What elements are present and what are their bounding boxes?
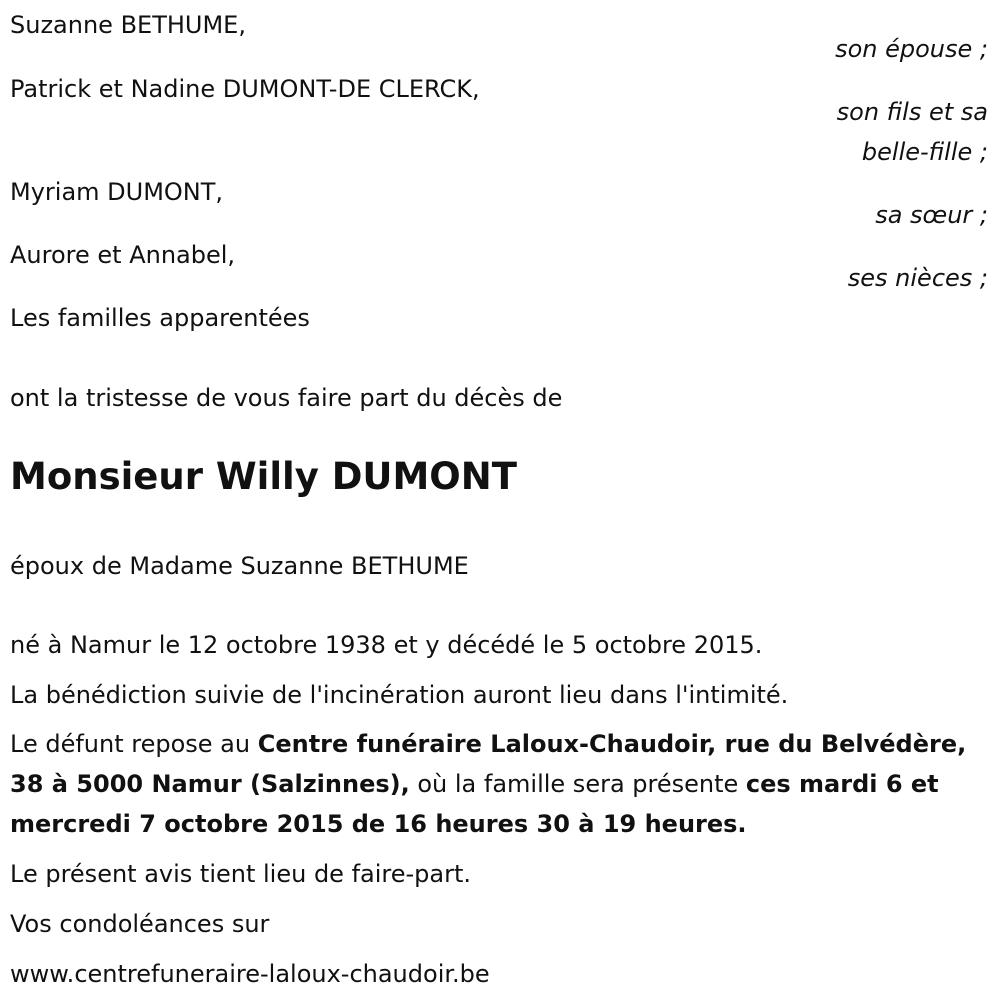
relation-spouse: son épouse ; [835,35,988,63]
repose-prefix: Le défunt repose au [10,730,258,758]
relation-son-line1: son fils et sa [836,98,988,126]
family-name-nieces: Aurore et Annabel, [10,241,236,269]
funeral-home-location: Centre funéraire Laloux-Chaudoir, rue du Belvédère, 38 à 5000 Namur (Salzinnes), [10,730,967,798]
family-name-spouse: Suzanne BETHUME, [10,11,246,39]
birth-death-line: né à Namur le 12 octobre 1938 et y décédé le 5 octobre 2015. [10,631,763,659]
family-name-son: Patrick et Nadine DUMONT-DE CLERCK, [10,75,480,103]
repose-paragraph [10,724,995,844]
visiting-hours: ces mardi 6 et mercredi 7 octobre 2015 de 16 heures 30 à 19 heures. [10,770,939,838]
condolences-line: Vos condoléances sur [10,910,270,938]
spouse-line: époux de Madame Suzanne BETHUME [10,552,469,580]
family-name-sister: Myriam DUMONT, [10,178,224,206]
relation-sister: sa sœur ; [875,201,988,229]
announcement-intro: ont la tristesse de vous faire part du décès de [10,384,563,412]
relation-son-line2: belle-fille ; [861,138,988,166]
website-link[interactable]: www.centrefuneraire-laloux-chaudoir.be [10,960,490,988]
deceased-name: Monsieur Willy DUMONT [10,455,517,498]
family-name-relatives: Les familles apparentées [10,304,310,332]
notice-line: Le présent avis tient lieu de faire-part. [10,860,472,888]
relation-nieces: ses nièces ; [847,264,988,292]
repose-middle: où la famille sera présente [409,770,746,798]
ceremony-line: La bénédiction suivie de l'incinération auront lieu dans l'intimité. [10,681,789,709]
